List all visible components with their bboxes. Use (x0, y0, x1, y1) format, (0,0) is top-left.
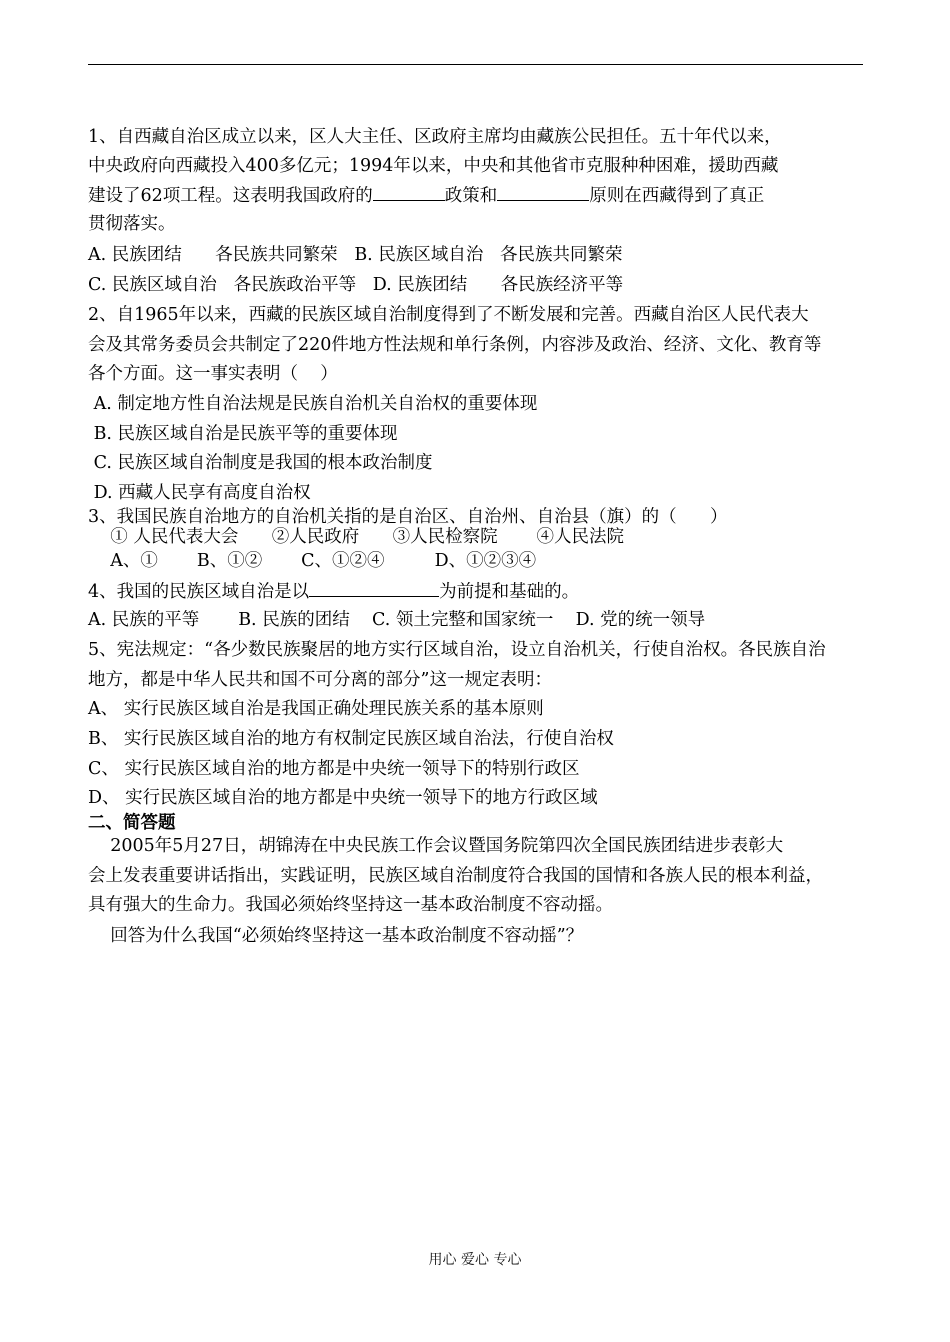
q2-line-2: 会及其常务委员会共制定了220件地方性法规和单行条例，内容涉及政治、经济、文化、教育等 (88, 335, 822, 355)
q1-blank-1 (373, 183, 445, 201)
q4-line-1-part-a: 4、我国的民族区域自治是以 (88, 582, 310, 602)
q2-option-d: D. 西藏人民享有高度自治权 (88, 483, 311, 503)
q1-option-cd: C. 民族区域自治 各民族政治平等 D. 民族团结 各民族经济平等 (88, 275, 624, 295)
section-2-para-line-2: 会上发表重要讲话指出，实践证明，民族区域自治制度符合我国的国情和各族人民的根本利益， (88, 866, 823, 886)
q5-line-1: 5、宪法规定：“各少数民族聚居的地方实行区域自治，设立自治机关，行使自治权。各民族自治 (88, 640, 826, 660)
q4-blank (309, 579, 439, 597)
q5-option-b: B、 实行民族区域自治的地方有权制定民族区域自治法，行使自治权 (88, 729, 614, 749)
q1-option-ab: A. 民族团结 各民族共同繁荣 B. 民族区域自治 各民族共同繁荣 (88, 245, 623, 265)
q1-blank-2 (497, 183, 589, 201)
q1-line-3 (88, 183, 764, 208)
q3-options: A、① B、①② C、①②④ D、①②③④ (88, 551, 537, 571)
q5-option-a: A、 实行民族区域自治是我国正确处理民族关系的基本原则 (88, 699, 544, 719)
page-footer: 用心 爱心 专心 (428, 1252, 522, 1268)
header-rule (88, 64, 863, 65)
q2-option-b: B. 民族区域自治是民族平等的重要体现 (88, 424, 398, 444)
q1-line-3-part-c: 原则在西藏得到了真正 (589, 186, 765, 206)
q3-line-1: 3、我国民族自治地方的自治机关指的是自治区、自治州、自治县（旗）的（ ） (88, 507, 728, 527)
section-2-heading: 二、简答题 (88, 813, 176, 833)
q1-line-1: 1、自西藏自治区成立以来，区人大主任、区政府主席均由藏族公民担任。五十年代以来， (88, 127, 782, 147)
q5-option-c: C、 实行民族区域自治的地方都是中央统一领导下的特别行政区 (88, 759, 580, 779)
q1-line-4: 贯彻落实。 (88, 214, 176, 234)
q1-line-3-part-a: 建设了62项工程。这表明我国政府的 (88, 186, 373, 206)
q5-line-2: 地方，都是中华人民共和国不可分离的部分”这一规定表明： (88, 670, 552, 690)
section-2-question: 回答为什么我国“必须始终坚持这一基本政治制度不容动摇”？ (88, 926, 584, 946)
q4-options: A. 民族的平等 B. 民族的团结 C. 领土完整和国家统一 D. 党的统一领导 (88, 610, 706, 630)
q2-line-3: 各个方面。这一事实表明（ ） (88, 364, 338, 384)
q3-items: ① 人民代表大会 ②人民政府 ③人民检察院 ④人民法院 (88, 527, 625, 547)
q4-line-1 (88, 579, 579, 604)
q5-option-d: D、 实行民族区域自治的地方都是中央统一领导下的地方行政区域 (88, 788, 598, 808)
q4-line-1-part-b: 为前提和基础的。 (439, 582, 580, 602)
section-2-para-line-1: 2005年5月27日，胡锦涛在中央民族工作会议暨国务院第四次全国民族团结进步表彰大 (88, 836, 784, 856)
q2-option-c: C. 民族区域自治制度是我国的根本政治制度 (88, 453, 433, 473)
q1-line-3-part-b: 政策和 (444, 186, 498, 206)
section-2-para-line-3: 具有强大的生命力。我国必须始终坚持这一基本政治制度不容动摇。 (88, 895, 613, 915)
q2-line-1: 2、自1965年以来，西藏的民族区域自治制度得到了不断发展和完善。西藏自治区人民代表大 (88, 305, 809, 325)
q2-option-a: A. 制定地方性自治法规是民族自治机关自治权的重要体现 (88, 394, 538, 414)
q1-line-2: 中央政府向西藏投入400多亿元；1994年以来，中央和其他省市克服种种困难，援助西藏 (88, 156, 779, 176)
